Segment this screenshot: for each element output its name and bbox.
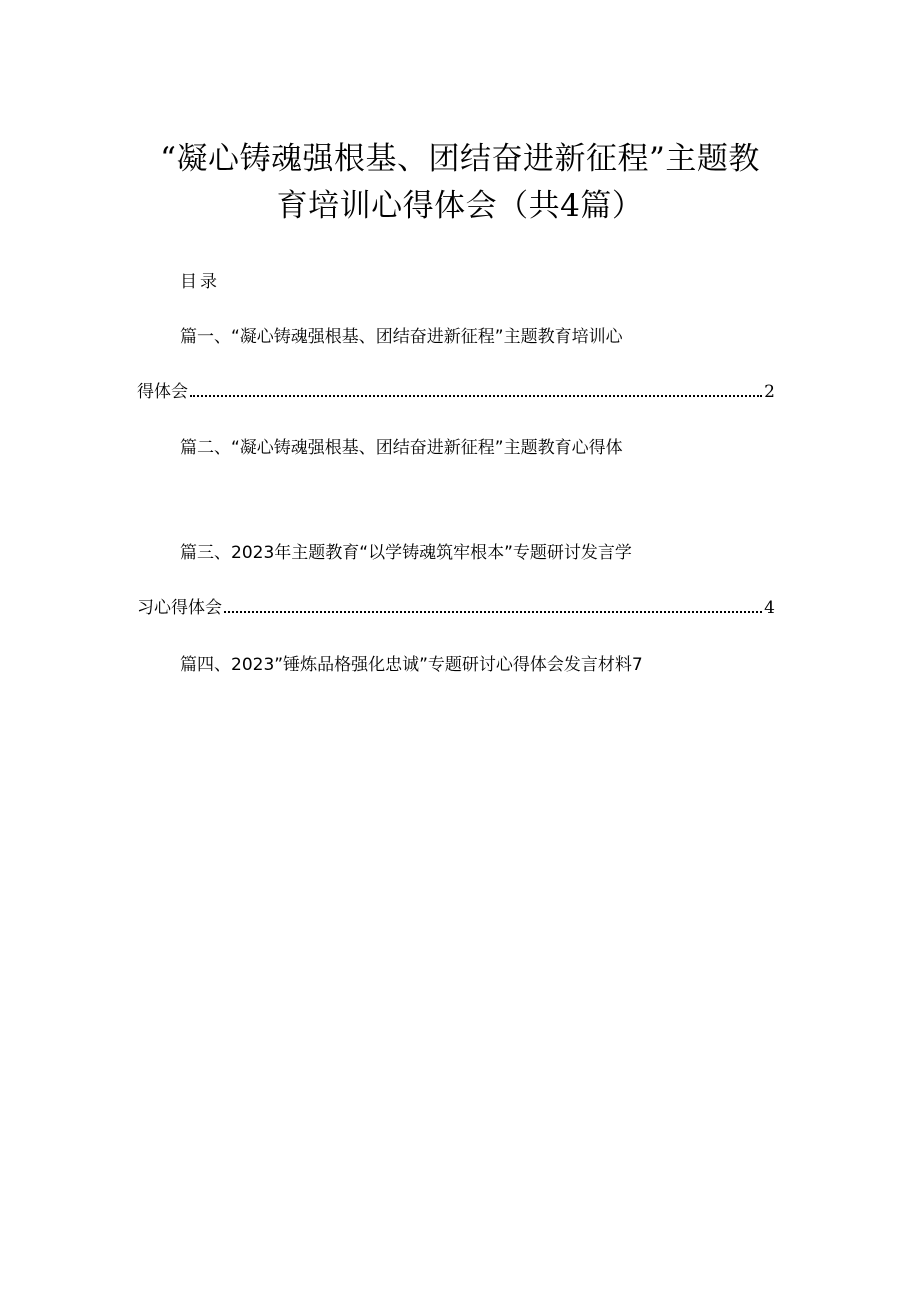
toc-entry-3-text: 习心得体会: [137, 598, 222, 618]
toc-entry-1-line-1[interactable]: 篇一、“凝心铸魂强根基、团结奋进新征程”主题教育培训心: [180, 327, 623, 347]
toc-heading: 目录: [180, 272, 220, 292]
toc-entry-1-line-2[interactable]: [137, 379, 775, 405]
toc-entry-1-page: 2: [764, 382, 775, 402]
document-title-line-2: 育培训心得体会（共4篇）: [276, 188, 644, 224]
toc-dot-leader: [224, 611, 762, 613]
toc-entry-3-page: 4: [764, 598, 775, 618]
toc-entry-3-line-2[interactable]: [137, 595, 775, 621]
toc-dot-leader: [190, 395, 762, 397]
toc-entry-2-line-1[interactable]: 篇二、“凝心铸魂强根基、团结奋进新征程”主题教育心得体: [180, 438, 623, 458]
document-title-line-1: “凝心铸魂强根基、团结奋进新征程”主题教: [160, 141, 760, 177]
toc-entry-4-line-1[interactable]: 篇四、2023”锤炼品格强化忠诚”专题研讨心得体会发言材料7: [180, 655, 643, 675]
toc-entry-1-text: 得体会: [137, 382, 188, 402]
toc-entry-3-line-1[interactable]: 篇三、2023年主题教育“以学铸魂筑牢根本”专题研讨发言学: [180, 543, 632, 563]
